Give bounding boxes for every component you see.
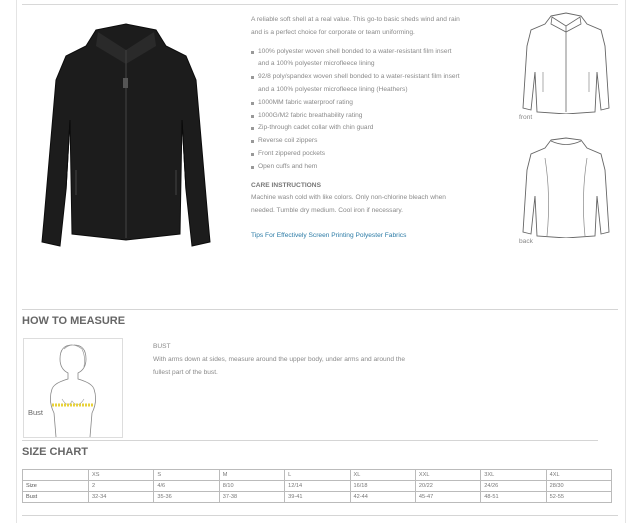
care-instructions-title: CARE INSTRUCTIONS [251,181,321,189]
table-cell: 4/6 [154,481,219,492]
feature-item: Zip-through cadet collar with chin guard [251,122,461,135]
feature-item: Open cuffs and hem [251,161,461,174]
table-row [23,492,612,503]
description-intro: A reliable soft shell at a real value. This go-to basic sheds wind and rain and is a perfect choice for corporate or team uniforming. [251,16,460,36]
bust-description: With arms down at sides, measure around the upper body, under arms and around the fullest part of the bust. [153,355,406,376]
table-cell: XXL [415,470,480,481]
table-cell: L [285,470,350,481]
product-description [251,14,461,243]
table-cell: XS [89,470,154,481]
feature-item: 100% polyester woven shell bonded to a water-resistant film insert and a 100% polyester microfleece lining [251,46,461,72]
feature-list [251,46,461,174]
front-caption: front [519,114,533,121]
table-cell: Size [23,481,89,492]
front-sketch-image [521,12,611,114]
how-to-measure-title: HOW TO MEASURE [22,315,126,327]
table-cell: 12/14 [285,481,350,492]
table-cell: 45-47 [415,492,480,503]
table-cell: 8/10 [219,481,284,492]
bust-heading: BUST [153,343,171,350]
bust-measure-illustration [23,338,123,438]
table-cell: S [154,470,219,481]
feature-item: Reverse coil zippers [251,135,461,148]
table-cell: 32-34 [89,492,154,503]
table-cell: 37-38 [219,492,284,503]
table-cell: 16/18 [350,481,415,492]
table-cell: Bust [23,492,89,503]
table-cell: M [219,470,284,481]
section-divider [22,309,618,310]
table-cell: 48-51 [481,492,546,503]
feature-item: 1000G/M2 fabric breathability rating [251,110,461,123]
table-cell: 42-44 [350,492,415,503]
table-cell: 28/30 [546,481,611,492]
tips-link[interactable]: Tips For Effectively Screen Printing Polyester Fabrics [251,231,407,239]
bust-instructions [153,341,413,379]
table-cell: 4XL [546,470,611,481]
jacket-product-image [36,20,216,252]
bottom-divider [22,515,618,516]
table-row [23,481,612,492]
table-cell: 52-55 [546,492,611,503]
bust-label: Bust [28,408,44,417]
table-cell [23,470,89,481]
table-cell: 24/26 [481,481,546,492]
section-divider [22,440,598,441]
size-chart-title: SIZE CHART [22,446,88,458]
back-sketch-image [521,136,611,238]
table-cell: 20/22 [415,481,480,492]
care-instructions-text: Machine wash cold with like colors. Only non-chlorine bleach when needed. Tumble dry medium. Cool iron if necessary. [251,194,446,215]
feature-item: 1000MM fabric waterproof rating [251,97,461,110]
table-cell: 39-41 [285,492,350,503]
top-divider [22,4,618,5]
feature-item: Front zippered pockets [251,148,461,161]
woman-outline-image [24,339,122,437]
feature-item: 92/8 poly/spandex woven shell bonded to a water-resistant film insert and a 100% polyester microfleece lining (Heathers) [251,71,461,97]
table-header-row [23,470,612,481]
table-cell: 2 [89,481,154,492]
table-cell: XL [350,470,415,481]
table-cell: 3XL [481,470,546,481]
table-cell: 35-36 [154,492,219,503]
size-chart-table [22,469,612,503]
back-caption: back [519,238,533,245]
